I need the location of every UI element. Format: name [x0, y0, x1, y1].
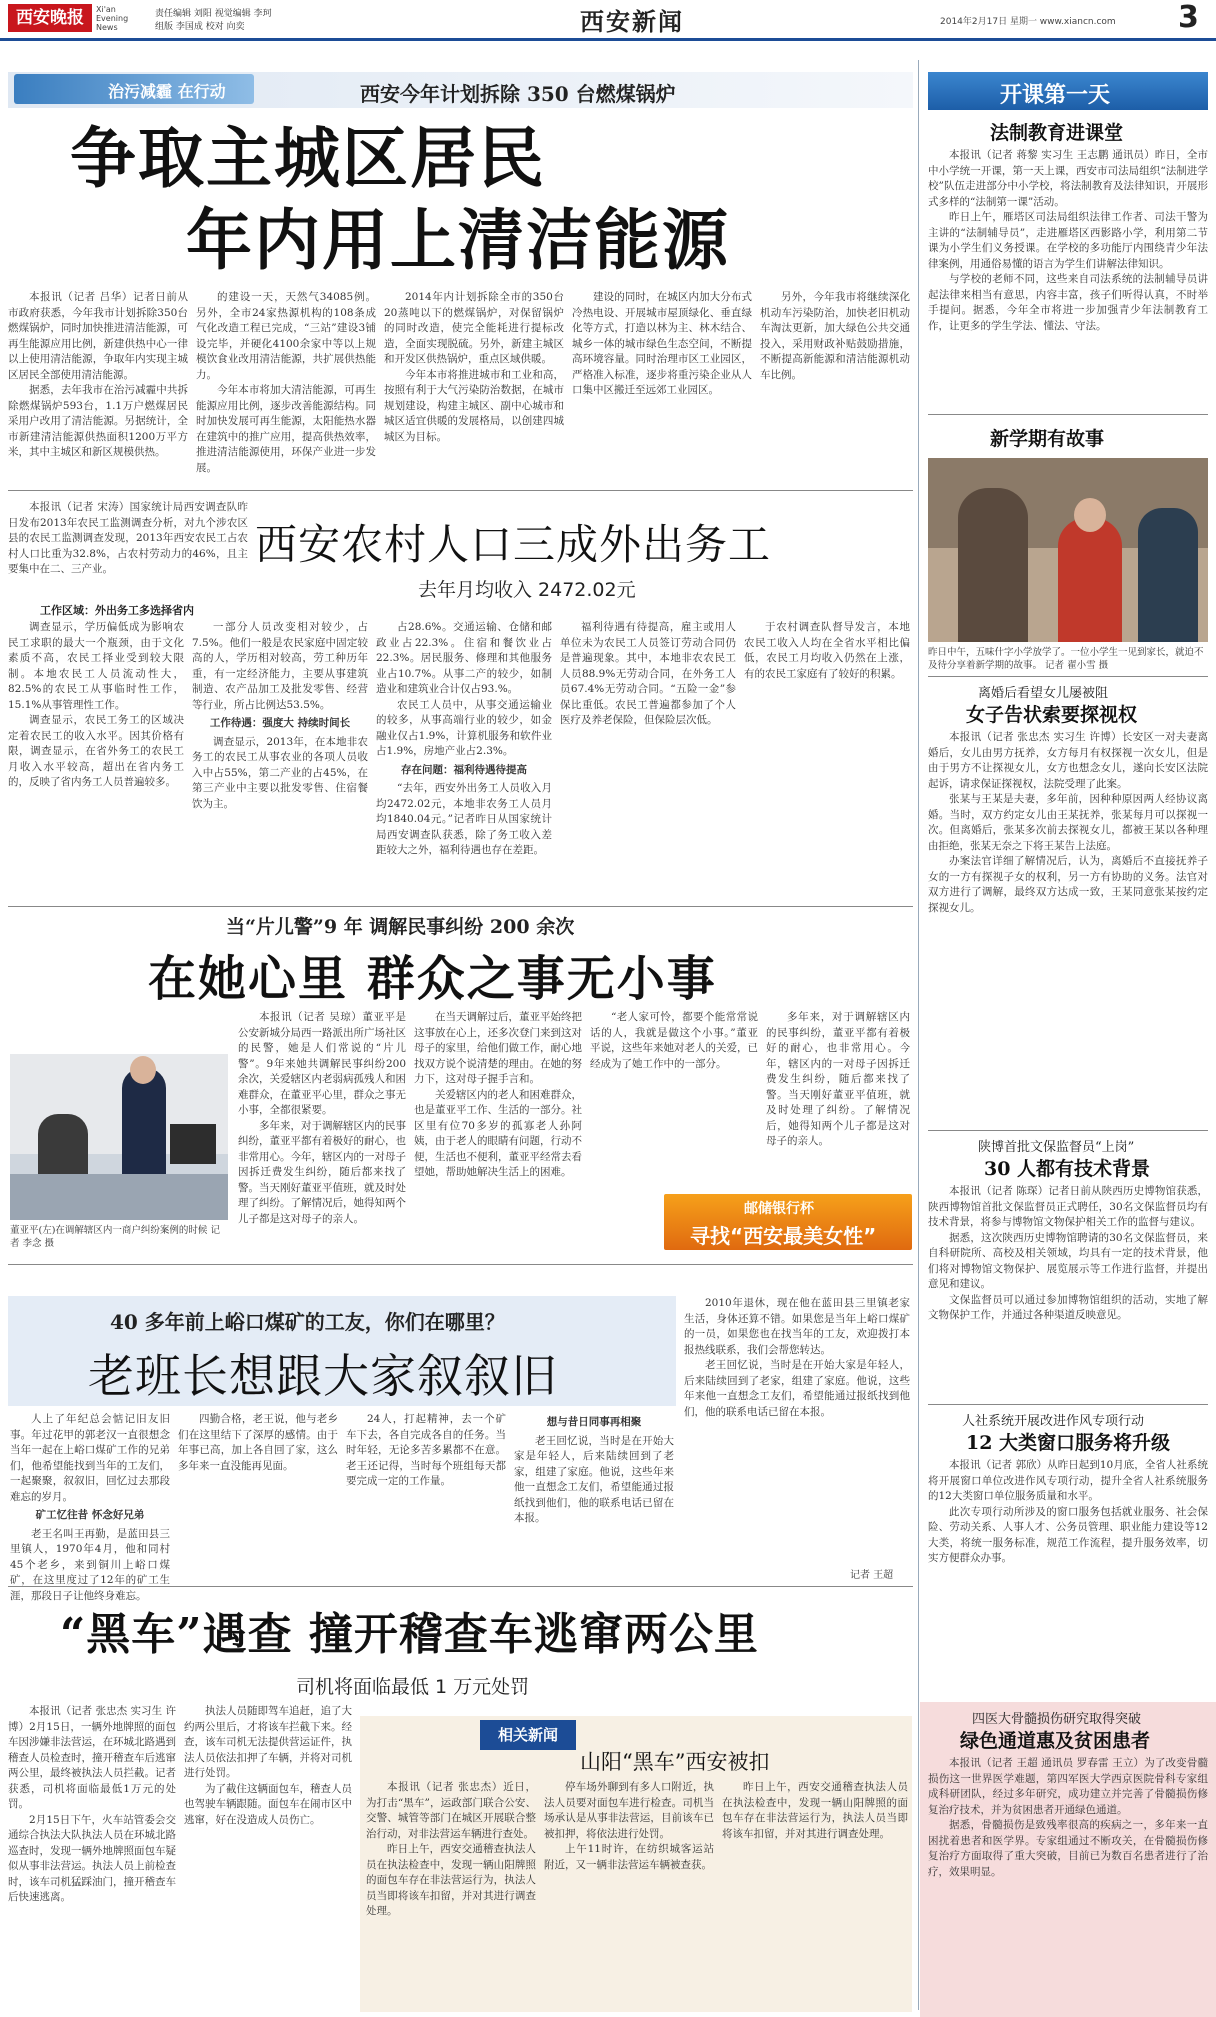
story6-title: 绿色通道惠及贫困患者 [960, 1730, 1151, 1752]
miner-paragraph: 人上了年纪总会惦记旧友旧事。年过花甲的郭老汉一直很想念当年一起在上峪口煤矿工作的兄弟们，他希望能找到当年的工友们，一起聚聚，叙叙旧，回忆过去那段难忘的岁月。 [10, 1413, 170, 1503]
top-col-5 [760, 290, 910, 482]
page-number: 3 [1178, 0, 1199, 35]
blackcar-paragraph: 2月15日下午，火车站管委会交通综合执法大队执法人员在环城北路巡查时，发现一辆外地牌照面包车疑似从事非法营运。执法人员上前检查时，该车司机猛踩油门，撞开稽查车后快速逃离。 [8, 1813, 176, 1903]
divider [928, 1404, 1208, 1405]
rural-lead-text: 本报讯（记者 宋涛）国家统计局西安调查队昨日发布2013年农民工监测调查分析，对九个涉农区县的农民工监测调查发现，2013年西安农民工占农村人口比重为32.8%，占农村劳动力的46%，且主要集中在二、三产业。 [8, 501, 248, 575]
rural-paragraph: 调查显示，2013年，在本地非农务工的农民工从事农业的各项人员收入中占55%，第二产业的占45%，在第三产业中主要以批发零售、住宿餐饮为主。 [192, 735, 368, 810]
miner-paragraph: 老王回忆说，当时是在开始大家是年轻人，后来陆续回到了老家，组建了家庭。他说，这些年来他一直想念工友们，希望能通过报纸找到他们，他的联系电话已留在本报。 [684, 1359, 910, 1418]
story6-kicker: 四医大骨髓损伤研究取得突破 [972, 1712, 1142, 1727]
caption-credit: 记者 翟小雪 摄 [1045, 660, 1109, 671]
miner-paragraph: 2010年退休，现在他在蓝田县三里镇老家生活，身体还算不错。如果您是当年上峪口煤矿的一员，如果您也在找当年的工友，欢迎拨打本报热线联系，我们会帮您转达。 [684, 1297, 910, 1356]
miner-col-5 [684, 1296, 910, 1562]
masthead-logo: 西安晚报 [8, 4, 92, 32]
rural-lead [8, 500, 248, 592]
top-paragraph: 的建设一天，天然气34085例。另外，全市24家热源机构的108条成气化改造工程已完成，“三站”建设3铺设完毕，并硬化4100余家中等以上规模饮食业改用清洁能源，共扩展供热能力。 [196, 291, 376, 381]
dispute-paragraph: 多年来，对于调解辖区内的民事纠纷，董亚平都有着极好的耐心，也非常用心。今年，辖区内的一对母子因拆迁费发生纠纷，随后都来找了警。当天刚好董亚平值班，就及时处理了纠纷。了解情况后，她得知两个儿子都是这对母子的亲人。 [238, 1119, 406, 1225]
blackcar-paragraph: 本报讯（记者 张忠杰 实习生 许博）2月15日，一辆外地牌照的面包车因涉嫌非法营运，在环城北路遇到稽查人员检查时，撞开稽查车后逃窜两公里，最终被执法人员拦截。记者获悉，司机将面临最低1万元的处罚。 [8, 1705, 176, 1810]
dispute-col-4 [766, 1010, 910, 1190]
masthead-staff: 责任编辑 刘阳 视觉编辑 李珂 [155, 9, 272, 19]
photo-right [1138, 508, 1198, 642]
photo-officer-head [130, 1056, 156, 1084]
rural-paragraph: 于农村调查队督导发言，本地农民工收入人均在全省水平相比偏低，农民工月均收入仍然在上涨，有的农民工家庭有了较好的积累。 [744, 621, 910, 680]
story4-title: 30 人都有技术背景 [984, 1158, 1151, 1180]
rural-subtitle-1: 工作区域：外出务工多选择省内 [40, 604, 194, 617]
story4-kicker: 陕博首批文保监督员“上岗” [978, 1140, 1135, 1155]
rural-paragraph: “去年，西安外出务工人员收入月均2472.02元，本地非农务工人员月均1840.04元。”记者昨日从国家统计局西安调查队获悉，除了务工收入差距较大之外，福利待遇也存在差距。 [376, 782, 552, 856]
top-paragraph: 今年本市将推进城市和工业和高，按照有利于大气污染防治数据，在城市规划建设，构建主城区、副中心城市和城区适宜供暖的发展格局，以创建四城城区为目标。 [384, 368, 564, 443]
story4-body [928, 1184, 1208, 1402]
dispute-paragraph: 在当天调解过后，董亚平始终把这事放在心上，还多次登门来到这对母子的家里，给他们做工作，耐心地找双方说个说清楚的理由。在她的努力下，这对母子握手言和。 [414, 1011, 582, 1085]
masthead-logo-en: Xi'an Evening News [96, 5, 129, 32]
masthead-date: 2014年2月17日 星期一 www.xiancn.com [940, 17, 1116, 27]
story6-paragraph: 据悉，骨髓损伤是致残率很高的疾病之一，多年来一直困扰着患者和医学界。专家组通过不断攻关，在骨髓损伤修复治疗方面取得了重大突破，目前已为数百名患者进行了治疗，效果明显。 [928, 1819, 1208, 1878]
dispute-kicker: 当“片儿警”9 年 调解民事纠纷 200 余次 [226, 916, 575, 938]
caption-credit: 记者 李念 摄 [10, 1225, 220, 1249]
story3-paragraph: 张某与王某是夫妻，多年前，因种种原因两人经协议离婚。当时，双方约定女儿由王某抚养，张某每月可以探视一次。但离婚后，张某多次前去探视女儿，都被王某以各种理由拒绝，张某无奈之下将王某告上法庭。 [928, 793, 1208, 852]
story2-photo-caption [928, 646, 1208, 672]
blackcar-paragraph: 昨日上午，西安交通稽查执法人员在执法检查中，发现一辆山阳牌照的面包车存在非法营运行为，执法人员当即将该车扣留，并对其进行调查处理。 [722, 1781, 908, 1840]
top-paragraph: 本报讯（记者 吕华）记者日前从市政府获悉，今年我市计划拆除350台燃煤锅炉，同时加快推进清洁能源，可再生能源应用比例，新建供热中心一律以上使用清洁能源，争取年内实现主城区居民全部使用清洁能源。 [8, 291, 188, 381]
dispute-paragraph: 关爱辖区内的老人和困难群众，也是董亚平工作、生活的一部分。社区里有位70多岁的孤寡老人孙阿姨，由于老人的眼睛有问题，行动不便，生活也不便利，董亚平经常去看望她，帮助她解决生活上的困难。 [414, 1088, 582, 1178]
blackcar-headline: “黑车”遇查 撞开稽查车逃窜两公里 [60, 1609, 759, 1660]
blackcar-col-5 [722, 1780, 908, 2008]
top-paragraph: 2014年内计划拆除全市的350台20蒸吨以下的燃煤锅炉，对保留锅炉的同时改造，使完全能耗进行提标改造，全面实现脱硫。另外，新建主城区和开发区供热锅炉，重点区域供暖。 [384, 291, 564, 365]
sidebar-divider [918, 60, 919, 2010]
photo-officer [122, 1068, 166, 1188]
top-col-1 [8, 290, 188, 482]
blackcar-paragraph: 本报讯（记者 张忠杰）近日，为打击“黑车”，运政部门联合公安、交警、城管等部门在城区开展联合整治行动，对非法营运车辆进行查处。 [366, 1781, 536, 1840]
miner-headline: 老班长想跟大家叙叙旧 [88, 1349, 558, 1403]
blackcar-col-2 [184, 1704, 352, 2009]
rural-col-1 [8, 620, 184, 902]
story5-paragraph: 本报讯（记者 郭欣）从昨日起到10月底，全省人社系统将开展窗口单位改进作风专项行动，提升全省人社系统服务的12大类窗口单位服务质量和水平。 [928, 1459, 1208, 1502]
photo-child [1058, 518, 1122, 642]
story1-paragraph: 昨日上午，雁塔区司法局组织法律工作者、司法干警为主讲的“法制辅导员”，走进雁塔区西影路小学，利用第二节课为小学生们义务授课。在学校的多功能厅内围绕青少年法律案例，用通俗易懂的语言为学生们讲解法律知识。 [928, 211, 1208, 270]
story4-paragraph: 文保监督员可以通过参加博物馆组织的活动，实地了解文物保护工作，并通过各种渠道反映意见。 [928, 1293, 1208, 1321]
caption-text: 昨日中午，五味什字小学放学了。一位小学生一见到家长，就迫不及待分享着新学期的故事。 [928, 647, 1204, 671]
blackcar-col-1 [8, 1704, 176, 2009]
miner-col-1 [10, 1412, 170, 1602]
rural-paragraph: 农民工人员中，从事交通运输业的较多，从事高端行业的较少，如金融业仅占1.9%，计算机服务和软件业占1.9%，房地产业占2.3%。 [376, 698, 552, 757]
miner-paragraph: 老王名叫王再勤，是蓝田县三里镇人，1970年4月，他和同村45个老乡，来到铜川上峪口煤矿，在这里度过了12年的矿工生涯，那段日子让他终身难忘。 [10, 1527, 170, 1602]
masthead-rule [0, 38, 1216, 41]
caption-text: 董亚平(左)在调解辖区内一商户纠纷案例的时候 [10, 1225, 208, 1236]
miner-col-4 [514, 1412, 674, 1582]
promo-main-label: 寻找“西安最美女性” [690, 1224, 877, 1248]
story2-title: 新学期有故事 [990, 428, 1105, 450]
promo-top-label: 邮储银行杯 [744, 1201, 814, 1217]
rural-paragraph: 调查显示，农民工务工的区域决定着农民工的收入水平。因其价格有限，调查显示，在省外务工的农民工月收入水平较高，超出在省内务工的，反映了省内务工人员普遍较多。 [8, 714, 184, 788]
dispute-col-1 [238, 1010, 406, 1256]
blackcar-paragraph: 执法人员随即驾车追赶，追了大约两公里后，才将该车拦截下来。经查，该车司机无法提供营运证件，执法人员依法扣押了车辆，并将对司机进行处罚。 [184, 1705, 352, 1779]
dispute-photo-caption [10, 1224, 228, 1250]
dispute-paragraph: “老人家可怜，都要个能常常说话的人，我就是做这个小事。”董亚平说，这些年来她对老人的关爱，已经成为了她工作中的一部分。 [590, 1011, 758, 1070]
divider [928, 414, 1208, 415]
photo-monitor [170, 1124, 216, 1164]
story3-paragraph: 办案法官详细了解情况后，认为，离婚后不直接抚养子女的一方有探视子女的权利，另一方有协助的义务。法官对双方进行了调解，最终双方达成一致，王某同意张某按约定探视女儿。 [928, 855, 1208, 914]
miner-subtitle-2: 想与昔日同事再相聚 [546, 1416, 642, 1428]
rural-paragraph: 福利待遇有待提高，雇主或用人单位未为农民工人员签订劳动合同仍是普遍现象。其中，本地非农农民工人员88.9%无劳动合同，在外务工人员67.4%无劳动合同。“五险一金”参保比重低。农民工普遍都参加了个人医疗及养老保险，但保险层次低。 [560, 621, 736, 726]
top-paragraph: 建设的同时，在城区内加大分布式冷热电设、开展城市屋顶绿化、垂直绿化等方式，打造以林为主、林木结合、城乡一体的城市绿色生态空间，不断提高环境容量。同时治理市区工业园区，严格准入标准，逐步将重污染企业从人口集中区搬迁至远郊工业园区。 [572, 291, 752, 396]
story3-title: 女子告状索要探视权 [966, 704, 1138, 726]
story5-body [928, 1458, 1208, 1698]
dispute-photo [10, 1054, 228, 1220]
story1-body [928, 148, 1208, 410]
miner-credit: 记者 王超 [850, 1570, 894, 1581]
top-col-3 [384, 290, 564, 482]
rural-col-4 [560, 620, 736, 902]
top-headline-line1: 争取主城区居民 [70, 119, 546, 197]
story6-paragraph: 本报讯（记者 王超 通讯员 罗春雷 王立）为了改变骨髓损伤这一世界医学难题，第四军医大学西京医院骨科专家组成科研团队，经过多年研究，成功建立并完善了骨髓损伤修复治疗技术，并为贫困患者开通绿色通道。 [928, 1757, 1208, 1816]
miner-kicker: 40 多年前上峪口煤矿的工友，你们在哪里？ [110, 1310, 505, 1334]
rural-headline: 西安农村人口三成外出务工 [255, 520, 772, 569]
sidebar-banner-text: 开课第一天 [1000, 82, 1111, 108]
divider [8, 1586, 913, 1587]
blackcar-col-4 [544, 1780, 714, 2008]
miner-paragraph: 四勤合格，老王说，他与老乡们在这里结下了深厚的感情。由于年事已高，加上各自回了家，这么多年来一直没能再见面。 [178, 1413, 338, 1472]
story1-paragraph: 与学校的老师不同，这些来自司法系统的法制辅导员讲起法律来相当有意思，内容丰富，孩子们听得认真，不时举手提问。据悉，今年全市将进一步加强青少年法制教育工作，让更多的学生学法、懂法、守法。 [928, 273, 1208, 332]
blackcar-paragraph: 停车场外聊到有多人口附近，执法人员要对面包车进行检查。司机当场承认是从事非法营运，目前该车已被扣押，将依法进行处罚。 [544, 1781, 714, 1840]
divider [8, 490, 913, 491]
top-paragraph: 另外，今年我市将继续深化机动车污染防治，加快老旧机动车淘汰更新，加大绿色公共交通投入，采用财政补贴鼓励措施，不断提高新能源和清洁能源机动车比例。 [760, 291, 910, 381]
dispute-paragraph: 多年来，对于调解辖区内的民事纠纷，董亚平都有着极好的耐心，也非常用心。今年，辖区内的一对母子因拆迁费发生纠纷，随后都来找了警。当天刚好董亚平值班，就及时处理了纠纷。了解情况后，她得知两个儿子都是这对母子的亲人。 [766, 1011, 910, 1147]
rural-subtitle-2: 工作待遇：强度大 持续时间长 [209, 717, 351, 729]
blackcar-subhead: 司机将面临最低 1 万元处罚 [296, 1676, 530, 1698]
rural-paragraph: 占28.6%。交通运输、仓储和邮政业占22.3%。住宿和餐饮业占22.3%。居民服务、修理和其他服务业占10.7%。从事二产的较少，如制造业和建筑业合计仅占93.%。 [376, 621, 552, 695]
related-news-label: 相关新闻 [480, 1720, 576, 1750]
rural-col-5 [744, 620, 910, 902]
photo-adult [958, 488, 1028, 642]
miner-subtitle-1: 矿工忆往昔 怀念好兄弟 [35, 1509, 145, 1521]
blackcar-paragraph: 昨日上午，西安交通稽查执法人员在执法检查中，发现一辆山阳牌照的面包车存在非法营运行为，执法人员当即将该车扣留，并对其进行调查处理。 [366, 1843, 536, 1917]
miner-col-3 [346, 1412, 506, 1582]
rural-col-3 [376, 620, 552, 902]
divider [8, 906, 913, 907]
blackcar-paragraph: 为了截住这辆面包车，稽查人员也驾驶车辆跟随。面包车在闹市区中逃窜，好在没造成人员伤亡。 [184, 1782, 352, 1826]
miner-paragraph: 24人，打起精神，去一个矿车下去，各自完成各自的任务。当时年轻，无论多苦多累都不在意。老王还记得，当时每个班组每天都要完成一定的工作量。 [346, 1413, 506, 1487]
masthead [0, 0, 1216, 38]
related-news-title: 山阳“黑车”西安被扣 [580, 1750, 770, 1774]
blackcar-col-3 [366, 1780, 536, 2008]
masthead-staff2: 组版 李国成 校对 向奕 [155, 22, 245, 32]
top-paragraph: 据悉，去年我市在治污减霾中共拆除燃煤锅炉593台，1.1万户燃煤居民采用户改用了清洁能源。另据统计，全市新建清洁能源供热面积1200万平方米，其中主城区和新区规模供热。 [8, 384, 188, 458]
story3-kicker: 离婚后看望女儿屡被阻 [978, 686, 1109, 701]
top-col-4 [572, 290, 752, 482]
photo-child-head [1074, 498, 1106, 532]
rural-paragraph: 调查显示，学历偏低成为影响农民工求职的最大一个瓶颈，由于文化素质不高，农民工择业受到较大限制。本地农民工人员流动性大，82.5%的农民工从事临时性工作，15.1%从事管理性工作。 [8, 621, 184, 711]
story1-paragraph: 本报讯（记者 蒋黎 实习生 王志鹏 通讯员）昨日，全市中小学统一开课，第一天上课，西安市司法局组织“法制进学校”队伍走进部分中小学校，将法制教育及法律知识，开展形式多样的“法制第一课”活动。 [928, 149, 1208, 208]
story3-paragraph: 本报讯（记者 张忠杰 实习生 许博）长安区一对夫妻离婚后，女儿由男方抚养，女方每月有权探视一次女儿，但是由于男方不让探视女儿，女方也想念女儿，遂向长安区法院起诉，请求保证探视权，法院受理了此案。 [928, 731, 1208, 790]
story5-paragraph: 此次专项行动所涉及的窗口服务包括就业服务、社会保险、劳动关系、人事人才、公务员管理、职业能力建设等12大类，将统一服务标准，规范工作流程，提升服务效率，切实方便群众办事。 [928, 1505, 1208, 1564]
rural-col-2 [192, 620, 368, 902]
blackcar-paragraph: 上午11时许，在纺织城客运站附近，又一辆非法营运车辆被查获。 [544, 1843, 714, 1871]
dispute-paragraph: 本报讯（记者 吴琼）董亚平是公安新城分局西一路派出所广场社区的民警，她是人们常说的“片儿警”。9年来她共调解民事纠纷200余次，关爱辖区内老弱病孤残人和困难群众，在董亚平心里，群众之事无小事，全都很紧要。 [238, 1011, 406, 1116]
top-paragraph: 今年本市将加大清洁能源，可再生能源应用比例，逐步改善能源结构。同时加快发展可再生能源，太阳能热水器在建筑中的推广应用，提高供热效率，推进清洁能源使用，环保产业进一步发展。 [196, 384, 376, 474]
divider [928, 1130, 1208, 1131]
top-headline-line2: 年内用上清洁能源 [186, 201, 730, 279]
photo-desk [10, 1174, 228, 1220]
story6-body [928, 1756, 1208, 2010]
rural-paragraph: 一部分人员改变相对较少，占7.5%。他们一般是农民家庭中固定较高的人，学历相对较高，劳工种历年重，有一定经济能力，主要从事建筑制造、农产品加工及批发零售、经营等行业，所占比例达53.5%。 [192, 621, 368, 711]
dispute-headline: 在她心里 群众之事无小事 [148, 951, 717, 1007]
story2-photo [928, 458, 1208, 642]
story5-kicker: 人社系统开展改进作风专项行动 [962, 1414, 1145, 1429]
story1-title: 法制教育进课堂 [990, 122, 1124, 144]
divider [928, 676, 1208, 677]
section-title: 西安新闻 [580, 7, 684, 36]
story4-paragraph: 据悉，这次陕西历史博物馆聘请的30名文保监督员，来自科研院所、高校及相关领域，均具有一定的技术背景，他们将对博物馆文物保护、展览展示等工作进行监督，并提出意见和建议。 [928, 1231, 1208, 1290]
divider [8, 1264, 913, 1265]
top-col-2 [196, 290, 376, 482]
dispute-col-2 [414, 1010, 582, 1256]
story3-body [928, 730, 1208, 1128]
story4-paragraph: 本报讯（记者 陈琛）记者日前从陕西历史博物馆获悉，陕西博物馆首批文保监督员正式聘任，30名文保监督员均有技术背景，将参与博物馆文物保护相关工作的监督与建议。 [928, 1185, 1208, 1228]
miner-paragraph: 老王回忆说，当时是在开始大家是年轻人，后来陆续回到了老家，组建了家庭。他说，这些年来他一直想念工友们，希望能通过报纸找到他们，他的联系电话已留在本报。 [514, 1434, 674, 1524]
rural-subtitle-3: 存在问题：福利待遇待提高 [401, 763, 527, 776]
story5-title: 12 大类窗口服务将升级 [966, 1432, 1171, 1454]
campaign-badge-text: 治污减霾 在行动 [108, 82, 226, 101]
miner-col-2 [178, 1412, 338, 1582]
top-kicker: 西安今年计划拆除 350 台燃煤锅炉 [360, 82, 676, 106]
rural-subhead: 去年月均收入 2472.02元 [418, 579, 636, 601]
